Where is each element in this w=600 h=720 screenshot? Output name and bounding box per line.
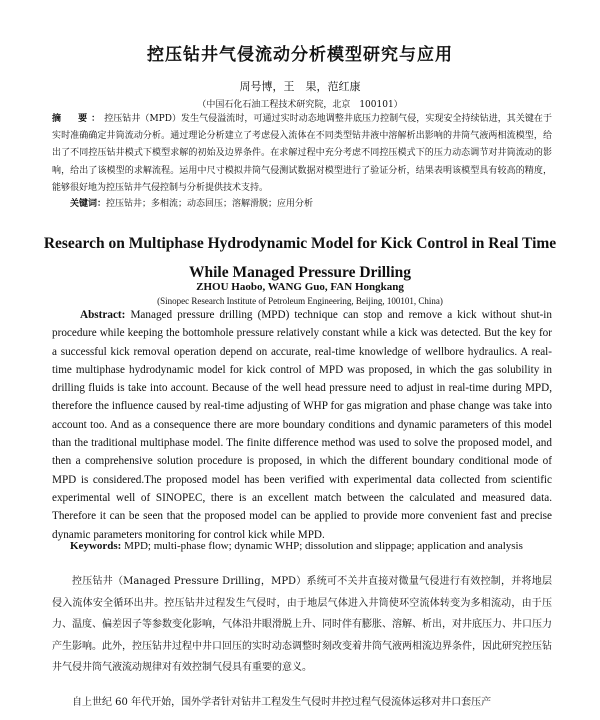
chinese-authors: 周号博，王 果，范红康 (239, 80, 361, 93)
chinese-title: 控压钻井气侵流动分析模型研究与应用 (147, 45, 453, 65)
chinese-abstract-text: 控压钻井（MPD）发生气侵溢流时，可通过实时动态地调整井底压力控制气侵，实现安全持续钻进，其关键在于实时准确确定井筒流动分析。通过理论分析建立了考虑侵入流体在不同类型钻井液中溶解析出影响的井筒气液两相流模型，给出了不同控压钻井模式下模型求解的初始及边界条件。在求解过程中充分考虑不同控压模式下的压力动态调节对井筒流动的影响，给出了该模型的求解流程。运用中尺寸模拟井筒气侵测试数据对模型进行了验证分析，结果表明该模型具有较高的精度，能够很好地为控压钻井气侵控制与分析提供技术支持。 (52, 114, 552, 193)
body-paragraph-1: 控压钻井（Managed Pressure Drilling，MPD）系统可不关井直接对微量气侵进行有效控制，并将地层侵入流体安全循环出井。控压钻井过程发生气侵时，由于地层气体进入井筒使环空流体转变为多相流动，由于压力、温度、偏差因子等参数变化影响，气体沿井眼滑脱上升、同时伴有膨胀、溶解、析出，对井底压力、井口压力产生影响。此外，控压钻井过程中井口回压的实时动态调整时刻改变着井筒气液两相流边界条件，因此研究控压钻井气侵井筒气液流动规律对有效控制气侵具有重要的意义。 (52, 576, 552, 673)
chinese-keywords (70, 197, 552, 211)
chinese-abstract-label: 摘 要： (52, 114, 105, 124)
english-keywords-text: MPD; multi-phase flow; dynamic WHP; dissolution and slippage; application and analysis (124, 540, 523, 552)
english-keywords (70, 540, 560, 552)
english-title: Research on Multiphase Hydrodynamic Model for Kick Control in Real Time While Managed Pressure Drilling (43, 235, 557, 281)
english-authors: ZHOU Haobo, WANG Guo, FAN Hongkang (196, 281, 404, 293)
chinese-abstract (52, 111, 552, 197)
english-affiliation: (Sinopec Research Institute of Petroleum Engineering, Beijing, 100101, China) (157, 296, 443, 306)
chinese-keywords-label: 关键词： (70, 199, 107, 209)
english-abstract (52, 306, 552, 544)
english-keywords-label: Keywords: (70, 540, 122, 552)
chinese-affiliation: （中国石化石油工程技术研究院，北京 100101） (197, 100, 403, 110)
english-abstract-label: Abstract: (80, 309, 126, 321)
chinese-keywords-text: 控压钻井；多相流；动态回压；溶解滑脱；应用分析 (106, 199, 314, 209)
body-paragraph-2: 自上世纪 60 年代开始，国外学者针对钻井工程发生气侵时井控过程气侵流体运移对井口套压产 (72, 697, 492, 708)
english-abstract-text: Managed pressure drilling (MPD) technique can stop and remove a kick without shut-in procedure while keeping the bottomhole pressure relatively constant while a kick was detected. But the key for a successful kick removal operation depend on accurate, real-time knowledge of wellbore hydraulics. A real-time multiphase hydrodynamic model for kick control of MPD was proposed, in which the gas solubility in drilling fluids is take into account. Because of the well head pressure need to adjust in real-time during MPD, therefore the influence caused by real-time adjusting of WHP for gas migration and phase change was take into account too. And as a consequence there are more boundary conditions and dynamic parameters of this model than the traditional multiphase model. The finite difference method was used to solve the proposed model, and then a comprehensive solution procedure is proposed, in which the different boundary conditional mode of MPD is considered.The proposed model has been verified with experimental data collected from scientific experimental well of SINOPEC, there is an excellent match between the calculated and measured data. Therefore it can be seen that the proposed model can be applied to provide more convenient fast and precise dynamic parameters monitoring for control kick while MPD. (52, 309, 553, 541)
